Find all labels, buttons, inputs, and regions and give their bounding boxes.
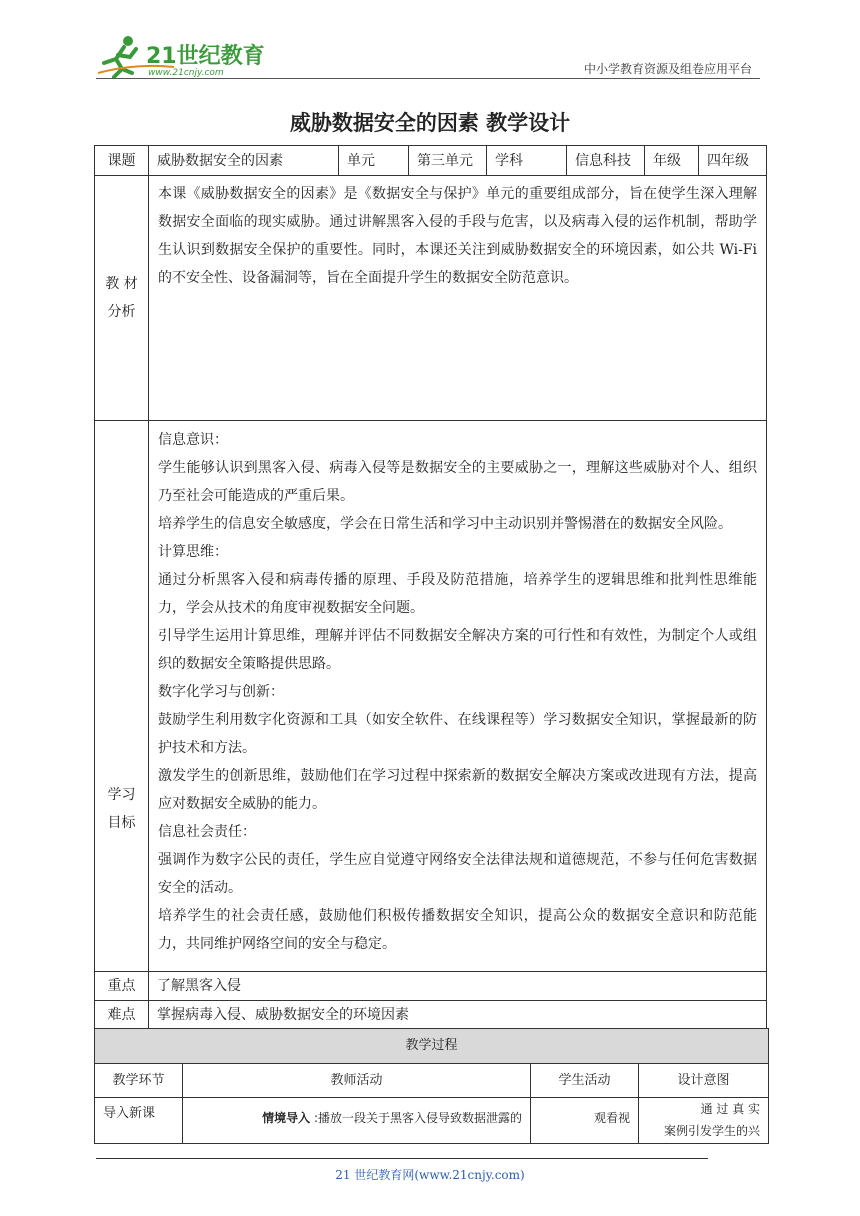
teacher-activity-text: :播放一段关于黑客入侵导致数据泄露的 [313,1111,522,1125]
design-intent-line-2: 案例引发学生的兴 [664,1124,761,1138]
subject-value: 信息科技 [567,146,645,176]
lesson-info-table [94,145,767,1030]
key-point-text: 了解黑客入侵 [149,972,767,1001]
goal-paragraph: 强调作为数字公民的责任，学生应自觉遵守网络安全法律法规和道德规范，不参与任何危害数据安全的活动。 [158,852,757,896]
goals-content [149,421,767,972]
process-title: 教学过程 [95,1029,769,1064]
goals-label-line-2: 目标 [107,814,136,831]
analysis-label-line-1: 教 材 [105,276,138,292]
teacher-activity-bold: 情境导入 [262,1111,311,1125]
analysis-text: 本课《威胁数据安全的因素》是《数据安全与保护》单元的重要组成部分，旨在使学生深入理解数据安全面临的现实威胁。通过讲解黑客入侵的手段与危害，以及病毒入侵的运作机制，帮助学生认识到数据安全保护的重要性。同时，本课还关注到威胁数据安全的环境因素，如公共 Wi-Fi 的不安全性、设备漏洞等，旨在全面提升学生的数据安全防范意识。 [158,186,757,286]
key-point-label: 重点 [95,972,149,1001]
analysis-content [149,176,767,421]
column-header-stage: 教学环节 [95,1064,183,1098]
goal-paragraph: 培养学生的社会责任感，鼓励他们积极传播数据安全知识，提高公众的数据安全意识和防范能力，共同维护网络空间的安全与稳定。 [158,908,757,952]
goal-paragraph: 通过分析黑客入侵和病毒传播的原理、手段及防范措施，培养学生的逻辑思维和批判性思维能力，学会从技术的角度审视数据安全问题。 [158,572,757,616]
goals-label [95,421,149,972]
platform-name: 中小学教育资源及组卷应用平台 [583,62,752,76]
goals-label-line-1: 学习 [107,786,136,803]
subject-label: 学科 [487,146,567,176]
teacher-activity-cell [183,1098,531,1144]
goal-heading: 信息意识： [158,432,228,448]
goal-paragraph: 激发学生的创新思维，鼓励他们在学习过程中探索新的数据安全解决方案或改进现有方法，提高应对数据安全威胁的能力。 [158,768,757,812]
course-value: 威胁数据安全的因素 [149,146,339,176]
goal-paragraph: 鼓励学生利用数字化资源和工具（如安全软件、在线课程等）学习数据安全知识，掌握最新的防护技术和方法。 [158,712,757,756]
runner-logo-icon [96,33,266,79]
goal-paragraph: 引导学生运用计算思维，理解并评估不同数据安全解决方案的可行性和有效性，为制定个人或组织的数据安全策略提供思路。 [158,628,757,672]
teaching-process-table [94,1028,769,1144]
header-divider [96,78,760,79]
goal-heading: 信息社会责任： [158,824,256,840]
design-intent-cell [639,1098,769,1144]
grade-value: 四年级 [699,146,767,176]
column-header-teacher: 教师活动 [183,1064,531,1098]
column-header-intent: 设计意图 [639,1064,769,1098]
unit-label: 单元 [339,146,409,176]
footer-link[interactable]: 21 世纪教育网(www.21cnjy.com) [335,1168,525,1182]
logo-text: 21世纪教育 [146,44,265,69]
student-activity-cell: 观看视 [531,1098,639,1144]
document-title: 威胁数据安全的因素 教学设计 [289,111,571,135]
column-header-student: 学生活动 [531,1064,639,1098]
goal-heading: 计算思维： [158,544,228,560]
grade-label: 年级 [645,146,699,176]
logo-url: www.21cnjy.com [148,68,224,78]
design-intent-line-1: 通 过 真 实 [700,1102,761,1116]
footer-divider [96,1158,708,1159]
analysis-label [95,176,149,421]
stage-cell: 导入新课 [95,1098,183,1144]
goal-paragraph: 学生能够认识到黑客入侵、病毒入侵等是数据安全的主要威胁之一，理解这些威胁对个人、组织乃至社会可能造成的严重后果。 [158,460,757,504]
goal-paragraph: 培养学生的信息安全敏感度，学会在日常生活和学习中主动识别并警惕潜在的数据安全风险。 [158,516,732,532]
course-label: 课题 [95,146,149,176]
difficult-point-label: 难点 [95,1001,149,1030]
analysis-label-line-2: 分析 [107,304,136,320]
goal-heading: 数字化学习与创新： [158,684,284,700]
difficult-point-text: 掌握病毒入侵、威胁数据安全的环境因素 [149,1001,767,1030]
site-logo [96,33,266,79]
unit-value: 第三单元 [409,146,487,176]
